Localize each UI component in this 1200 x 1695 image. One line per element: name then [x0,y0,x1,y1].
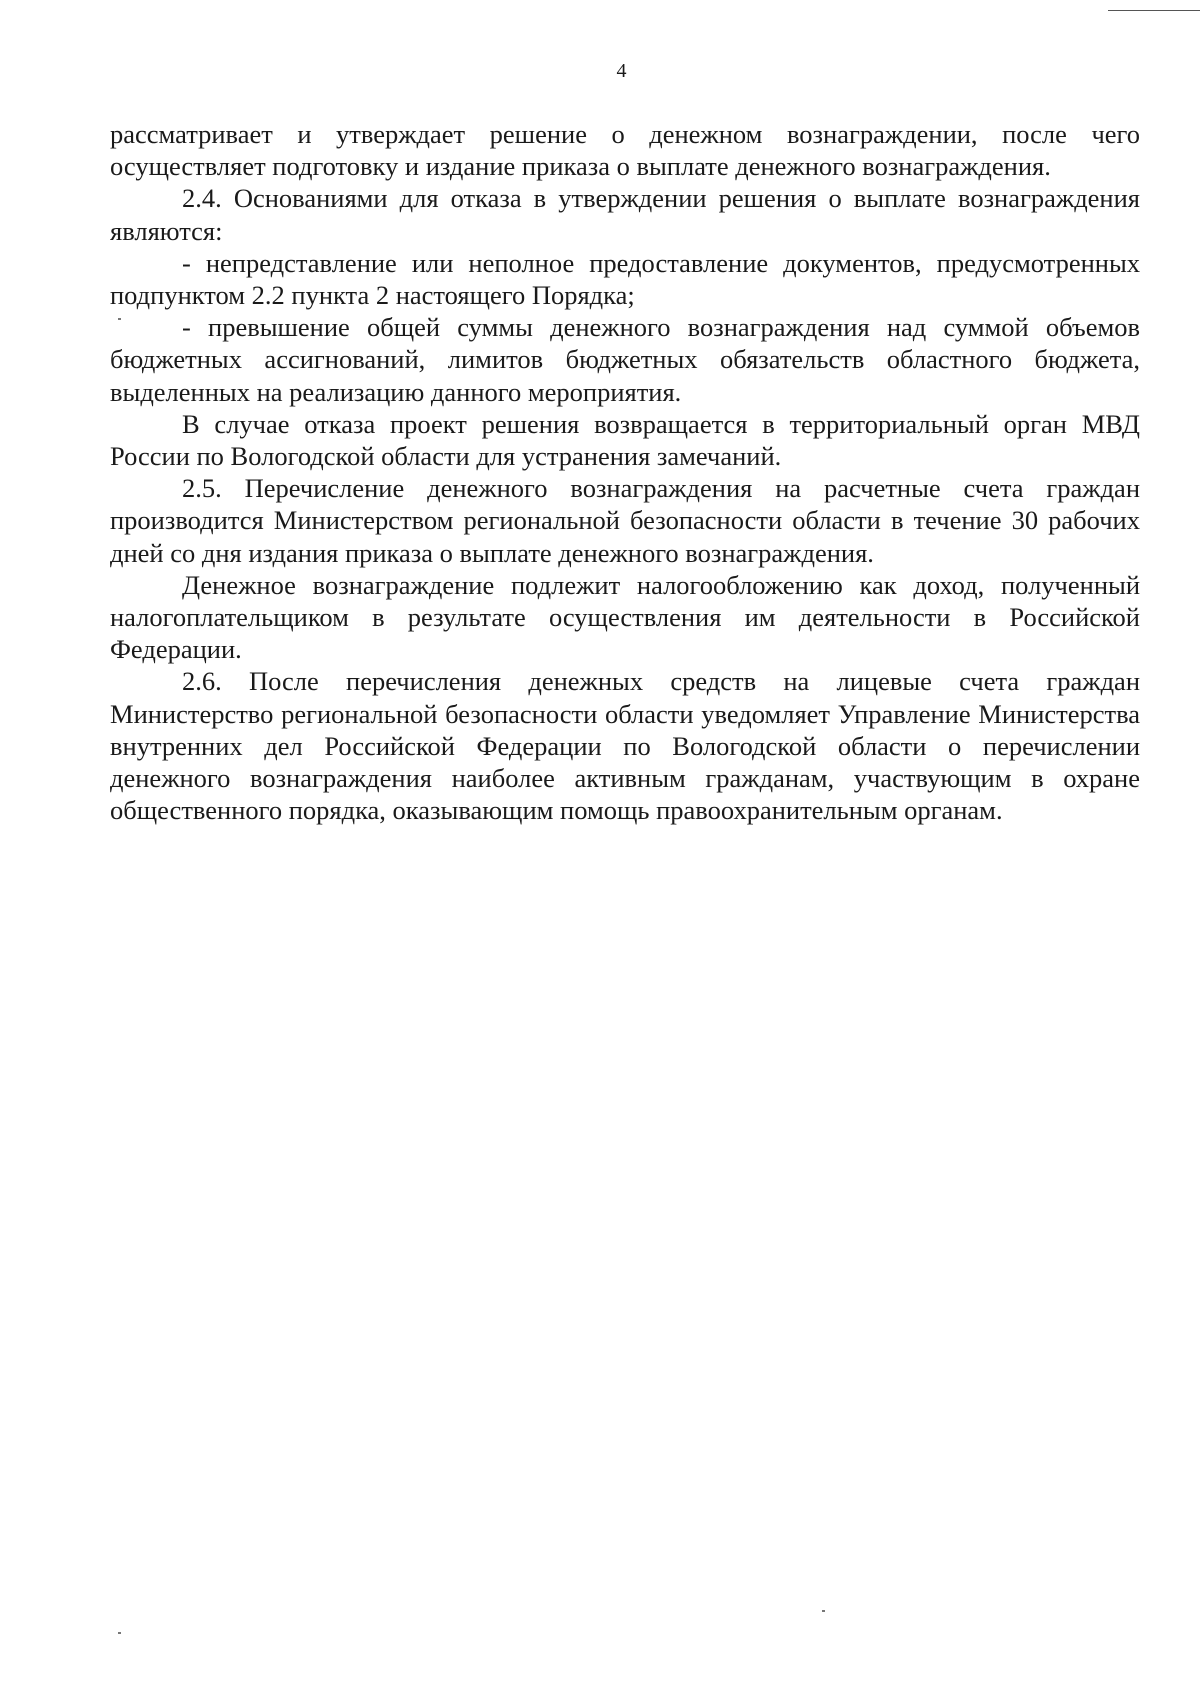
paragraph-continuation: рассматривает и утверждает решение о денежном вознаграждении, после чего осуществляет подготовку и издание приказа о выплате денежного вознаграждения. [110,119,1140,182]
scan-corner-mark [1108,0,1200,11]
scan-speck [118,1632,121,1634]
list-item-nonsubmission: - непредставление или неполное предоставление документов, предусмотренных подпунктом 2.2 пункта 2 настоящего Порядка; [110,247,1140,311]
paragraph-2-4: 2.4. Основаниями для отказа в утверждении решения о выплате вознаграждения являются: [110,183,1140,246]
page-number: 4 [616,60,627,82]
list-item-excess: - превышение общей суммы денежного вознаграждения над суммой объемов бюджетных ассигнований, лимитов бюджетных обязательств областного бюджета, выделенных на реализацию данного мероприятия. [110,312,1140,407]
scan-speck [822,1610,825,1612]
scan-speck [118,318,121,320]
paragraph-2-6: 2.6. После перечисления денежных средств на лицевые счета граждан Министерство региональной безопасности области уведомляет Управление Министерства внутренних дел Российской Федерации по Вологодской области о перечислении денежного вознаграждения наиболее активным гражданам, участвующим в охране общественного порядка, оказывающим помощь правоохранительным органам. [110,666,1140,826]
paragraph-refusal: В случае отказа проект решения возвращается в территориальный орган МВД России по Вологодской области для устранения замечаний. [110,408,1140,472]
paragraph-2-5: 2.5. Перечисление денежного вознаграждения на расчетные счета граждан производится Министерством региональной безопасности области в течение 30 рабочих дней со дня издания приказа о выплате денежного вознаграждения. [110,473,1140,568]
paragraph-taxation: Денежное вознаграждение подлежит налогообложению как доход, полученный налогоплательщиком в результате осуществления им деятельности в Российской Федерации. [110,569,1140,665]
document-body [110,118,1140,826]
